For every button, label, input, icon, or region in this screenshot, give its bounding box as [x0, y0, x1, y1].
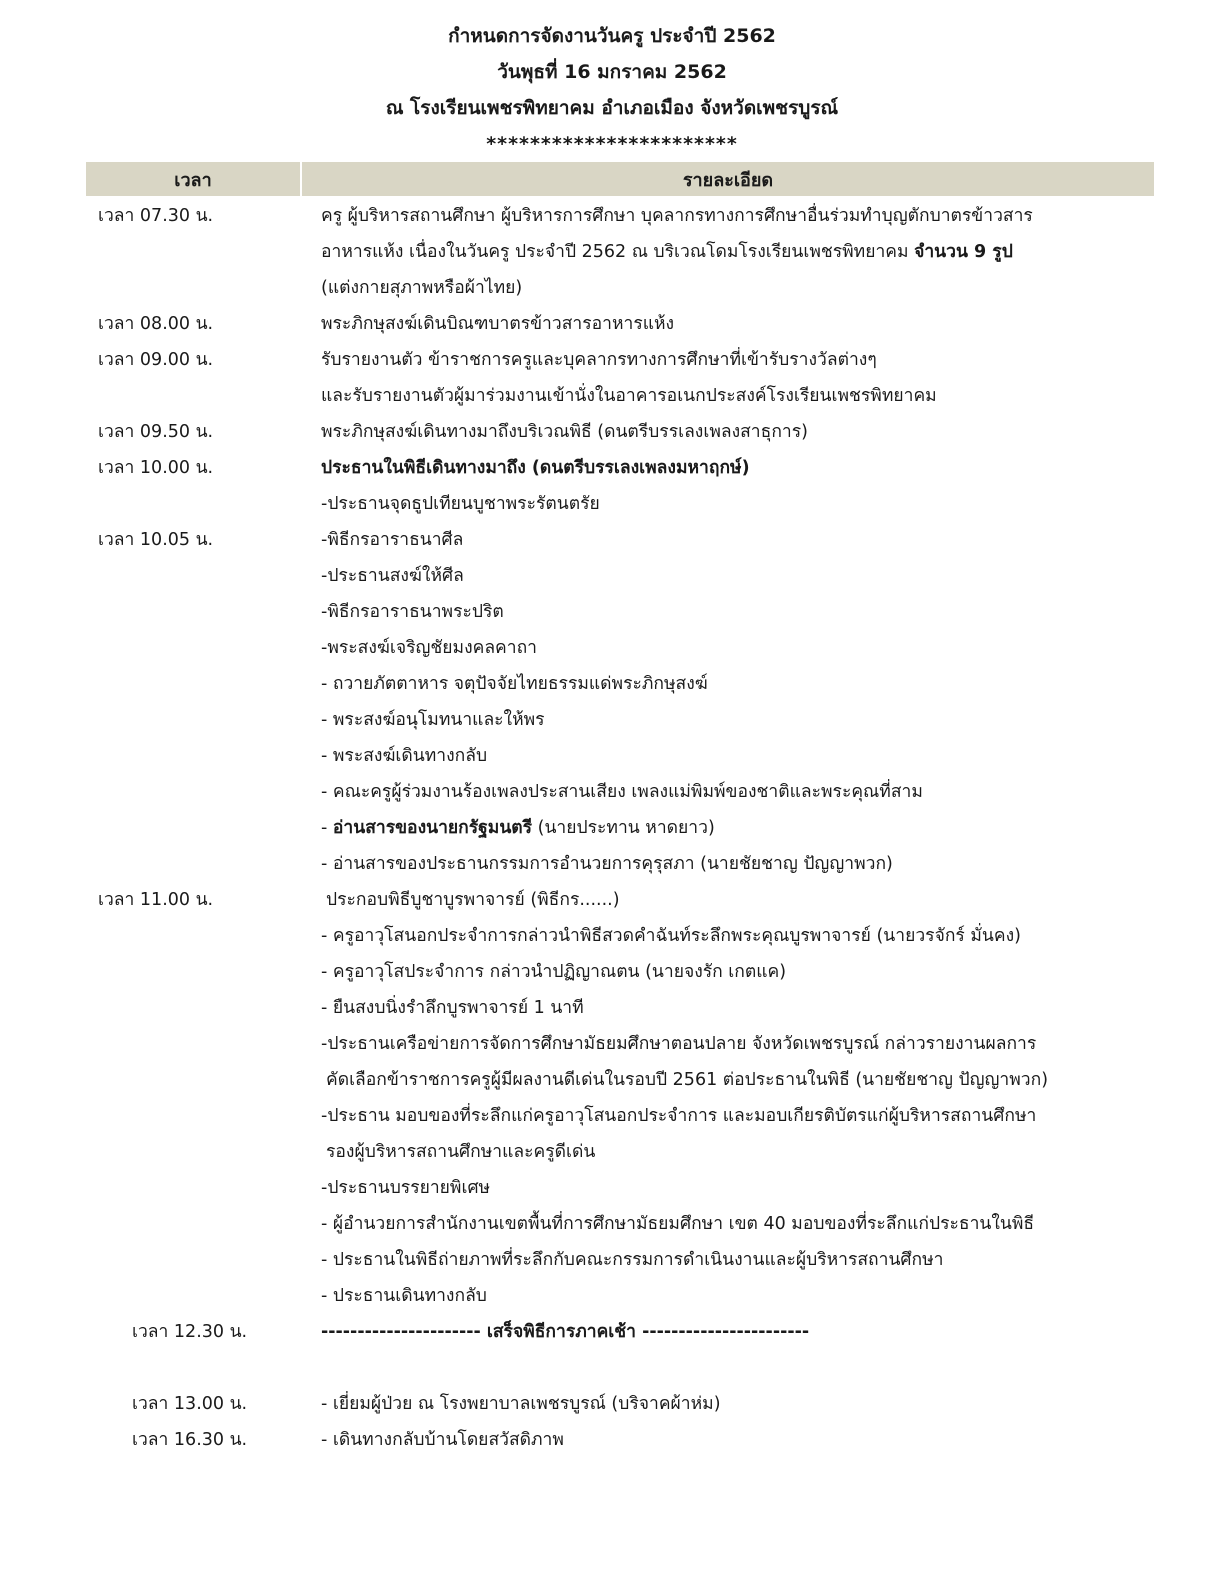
- row-detail-text: รับรายงานตัว ข้าราชการครูและบุคลากรทางการศึกษาที่เข้ารับรางวัลต่างๆ: [321, 350, 877, 370]
- row-detail: [321, 594, 504, 630]
- schedule-row: [0, 1062, 1224, 1098]
- row-detail: [321, 378, 937, 414]
- schedule-row: [0, 666, 1224, 702]
- row-detail: [321, 522, 463, 558]
- schedule-row: [0, 414, 1224, 450]
- row-detail: [321, 738, 487, 774]
- schedule-row: [0, 1206, 1224, 1242]
- row-detail: [321, 414, 808, 450]
- schedule-row: [0, 594, 1224, 630]
- schedule-row: [0, 522, 1224, 558]
- schedule-row: [0, 1386, 1224, 1422]
- row-detail: [321, 558, 464, 594]
- schedule-row: [0, 1242, 1224, 1278]
- column-header-detail: รายละเอียด: [682, 170, 774, 191]
- row-detail-text: - คณะครูผู้ร่วมงานร้องเพลงประสานเสียง เพลงแม่พิมพ์ของชาติและพระคุณที่สาม: [321, 782, 923, 802]
- row-detail-text: - ถวายภัตตาหาร จตุปัจจัยไทยธรรมแด่พระภิกษุสงฆ์: [321, 674, 708, 694]
- row-detail: [326, 1134, 595, 1170]
- schedule-body: [0, 198, 1224, 1458]
- schedule-row: [0, 810, 1224, 846]
- title-line-2: วันพุธที่ 16 มกราคม 2562: [497, 61, 727, 83]
- row-detail: [321, 1098, 1036, 1134]
- row-detail-text: - ครูอาวุโสประจำการ กล่าวนำปฏิญาณตน (นายจงรัก เกตแค): [321, 962, 787, 982]
- row-detail-text: (นายประทาน หาดยาว): [532, 818, 715, 838]
- schedule-row: [0, 882, 1224, 918]
- schedule-row: [0, 1278, 1224, 1314]
- schedule-row: [0, 198, 1224, 234]
- row-detail: [321, 342, 877, 378]
- row-detail-text: -ประธานบรรยายพิเศษ: [321, 1178, 491, 1198]
- schedule-row: [0, 738, 1224, 774]
- schedule-row: [0, 1026, 1224, 1062]
- row-detail-text: ---------------------- เสร็จพิธีการภาคเช้า -----------------------: [321, 1322, 810, 1342]
- row-detail-text: -พระสงฆ์เจริญชัยมงคลคาถา: [321, 638, 538, 658]
- schedule-row: [0, 1314, 1224, 1350]
- row-detail-text: ประกอบพิธีบูชาบูรพาจารย์ (พิธีกร......): [326, 890, 620, 910]
- row-detail: [321, 486, 600, 522]
- row-detail: [321, 1314, 809, 1350]
- schedule-row: [0, 774, 1224, 810]
- title-line-1: กำหนดการจัดงานวันครู ประจำปี 2562: [448, 25, 776, 47]
- row-detail: [321, 198, 1033, 234]
- schedule-row: [0, 630, 1224, 666]
- row-detail: [321, 774, 923, 810]
- row-detail-text: -พิธีกรอาราธนาศีล: [321, 530, 464, 550]
- row-detail-text: คัดเลือกข้าราชการครูผู้มีผลงานดีเด่นในรอบปี 2561 ต่อประธานในพิธี (นายชัยชาญ ปัญญาพวก): [326, 1070, 1049, 1090]
- row-time: เวลา 07.30 น.: [98, 206, 214, 226]
- schedule-row: [0, 270, 1224, 306]
- row-detail-text: - อ่านสารของประธานกรรมการอำนวยการคุรุสภา (นายชัยชาญ ปัญญาพวก): [321, 854, 893, 874]
- row-detail: [321, 702, 545, 738]
- row-detail-text: ครู ผู้บริหารสถานศึกษา ผู้บริหารการศึกษา บุคลากรทางการศึกษาอื่นร่วมทำบุญตักบาตรข้าวสาร: [321, 206, 1033, 226]
- row-time: เวลา 10.00 น.: [98, 458, 214, 478]
- row-time: เวลา 09.50 น.: [98, 422, 214, 442]
- row-detail-text: - พระสงฆ์เดินทางกลับ: [321, 746, 488, 766]
- row-time: เวลา 11.00 น.: [98, 890, 214, 910]
- row-detail-text: -ประธานเครือข่ายการจัดการศึกษามัธยมศึกษาตอนปลาย จังหวัดเพชรบูรณ์ กล่าวรายงานผลการ: [321, 1034, 1037, 1054]
- row-time: เวลา 08.00 น.: [98, 314, 214, 334]
- schedule-row: [0, 486, 1224, 522]
- schedule-row: [0, 1134, 1224, 1170]
- row-time: เวลา 13.00 น.: [132, 1394, 248, 1414]
- row-detail: [321, 234, 1013, 270]
- row-detail-bold: อ่านสารของนายกรัฐมนตรี: [332, 818, 533, 838]
- row-detail-text: - ครูอาวุโสนอกประจำการกล่าวนำพิธีสวดคำฉันท์ระลึกพระคุณบูรพาจารย์ (นายวรจักร์ มั่นคง): [321, 926, 1021, 946]
- section-gap: [0, 1350, 1224, 1386]
- row-detail-text: - เดินทางกลับบ้านโดยสวัสดิภาพ: [321, 1430, 564, 1450]
- row-detail-text: -ประธานสงฆ์ให้ศีล: [321, 566, 464, 586]
- column-header-time: เวลา: [174, 170, 212, 191]
- row-time: เวลา 12.30 น.: [132, 1322, 248, 1342]
- row-detail: [326, 882, 620, 918]
- row-detail: [321, 1026, 1036, 1062]
- row-detail: [321, 810, 715, 846]
- row-detail: [321, 1278, 487, 1314]
- schedule-row: [0, 1098, 1224, 1134]
- row-detail-text: - พระสงฆ์อนุโมทนาและให้พร: [321, 710, 545, 730]
- row-detail: [321, 846, 893, 882]
- row-detail: [321, 1386, 721, 1422]
- title-line-3: ณ โรงเรียนเพชรพิทยาคม อำเภอเมือง จังหวัดเพชรบูรณ์: [385, 97, 839, 119]
- schedule-row: [0, 558, 1224, 594]
- schedule-row: [0, 234, 1224, 270]
- row-detail-bold: จำนวน 9 รูป: [914, 242, 1013, 262]
- row-detail-text: -ประธานจุดธูปเทียนบูชาพระรัตนตรัย: [321, 494, 600, 514]
- row-detail-text: - ประธานในพิธีถ่ายภาพที่ระลึกกับคณะกรรมการดำเนินงานและผู้บริหารสถานศึกษา: [321, 1250, 944, 1270]
- schedule-row: [0, 990, 1224, 1026]
- schedule-row: [0, 1170, 1224, 1206]
- row-detail-text: - ผู้อำนวยการสำนักงานเขตพื้นที่การศึกษามัธยมศึกษา เขต 40 มอบของที่ระลึกแก่ประธานในพิธี: [321, 1214, 1035, 1234]
- table-header: [86, 162, 1154, 196]
- row-detail: [321, 918, 1021, 954]
- row-detail: [321, 1242, 944, 1278]
- row-detail-text: - ยืนสงบนิ่งรำลึกบูรพาจารย์ 1 นาที: [321, 998, 584, 1018]
- row-detail-prefix: -: [321, 818, 333, 838]
- row-detail: [321, 630, 537, 666]
- row-detail: [321, 1422, 564, 1458]
- row-detail-text: - ประธานเดินทางกลับ: [321, 1286, 487, 1306]
- schedule-row: [0, 1422, 1224, 1458]
- row-detail: [321, 954, 786, 990]
- schedule-row: [0, 450, 1224, 486]
- document-header: [0, 18, 1224, 162]
- schedule-row: [0, 954, 1224, 990]
- row-detail: [321, 306, 674, 342]
- row-detail: [321, 450, 750, 486]
- title-separator: ***********************: [486, 133, 738, 155]
- row-detail-text: และรับรายงานตัวผู้มาร่วมงานเข้านั่งในอาคารอเนกประสงค์โรงเรียนเพชรพิทยาคม: [321, 386, 937, 406]
- row-detail: [321, 1206, 1034, 1242]
- row-detail: [321, 666, 708, 702]
- schedule-row: [0, 378, 1224, 414]
- row-detail-text: ประธานในพิธีเดินทางมาถึง (ดนตรีบรรเลงเพลงมหาฤกษ์): [321, 458, 750, 478]
- row-detail: [321, 270, 522, 306]
- row-detail-text: -พิธีกรอาราธนาพระปริต: [321, 602, 504, 622]
- schedule-row: [0, 702, 1224, 738]
- row-detail-text: อาหารแห้ง เนื่องในวันครู ประจำปี 2562 ณ บริเวณโดมโรงเรียนเพชรพิทยาคม: [321, 242, 915, 262]
- row-detail: [321, 1170, 490, 1206]
- schedule-row: [0, 306, 1224, 342]
- row-detail-text: พระภิกษุสงฆ์เดินบิณฑบาตรข้าวสารอาหารแห้ง: [321, 314, 675, 334]
- row-detail-text: รองผู้บริหารสถานศึกษาและครูดีเด่น: [326, 1142, 596, 1162]
- row-time: เวลา 10.05 น.: [98, 530, 214, 550]
- row-detail-text: พระภิกษุสงฆ์เดินทางมาถึงบริเวณพิธี (ดนตรีบรรเลงเพลงสาธุการ): [321, 422, 808, 442]
- row-time: เวลา 16.30 น.: [132, 1430, 248, 1450]
- schedule-row: [0, 846, 1224, 882]
- row-detail: [321, 990, 584, 1026]
- schedule-row: [0, 342, 1224, 378]
- row-detail: [326, 1062, 1048, 1098]
- row-detail-text: - เยี่ยมผู้ป่วย ณ โรงพยาบาลเพชรบูรณ์ (บริจาคผ้าห่ม): [321, 1394, 721, 1414]
- schedule-row: [0, 918, 1224, 954]
- row-detail-text: (แต่งกายสุภาพหรือผ้าไทย): [321, 278, 523, 298]
- row-detail-text: -ประธาน มอบของที่ระลึกแก่ครูอาวุโสนอกประจำการ และมอบเกียรติบัตรแก่ผู้บริหารสถานศึกษา: [321, 1106, 1037, 1126]
- row-time: เวลา 09.00 น.: [98, 350, 214, 370]
